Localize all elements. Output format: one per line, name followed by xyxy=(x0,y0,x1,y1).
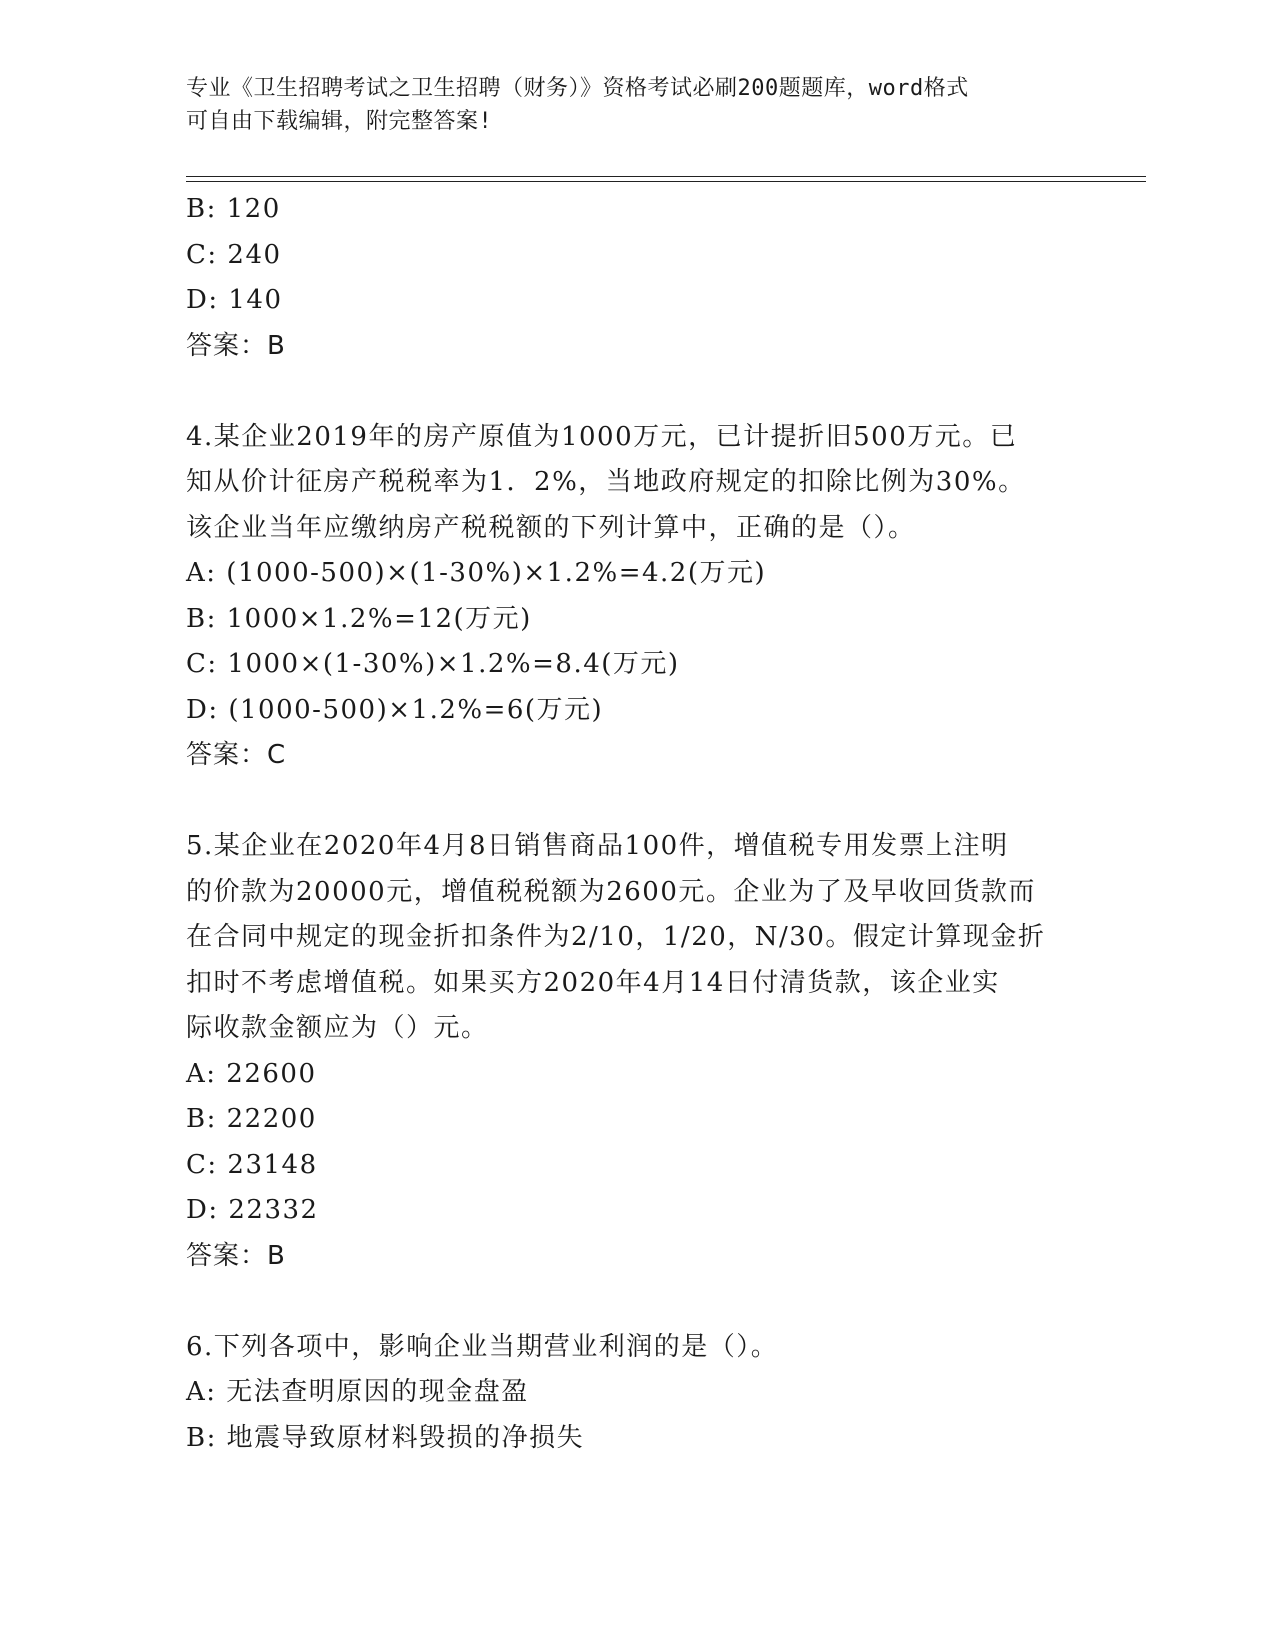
question-stem-line: 的价款为20000元，增值税税额为2600元。企业为了及早收回货款而 xyxy=(186,876,1036,907)
header-line-2: 可自由下载编辑，附完整答案! xyxy=(186,109,493,134)
header-rule-top xyxy=(186,176,1146,177)
option-d: D: 22332 xyxy=(186,1195,319,1225)
answer-line: 答案：B xyxy=(186,330,286,361)
question-stem-line: 扣时不考虑增值税。如果买方2020年4月14日付清货款，该企业实 xyxy=(186,967,1000,998)
question-list xyxy=(186,187,1086,1461)
question-stem-line: 5.某企业在2020年4月8日销售商品100件，增值税专用发票上注明 xyxy=(186,831,1009,861)
question-stem-line: 在合同中规定的现金折扣条件为2/10，1/20，N/30。假定计算现金折 xyxy=(186,922,1046,952)
question-stem-line: 际收款金额应为（）元。 xyxy=(186,1013,489,1043)
question-stem-line: 该企业当年应缴纳房产税税额的下列计算中，正确的是（）。 xyxy=(186,512,916,543)
question-4 xyxy=(186,415,1086,779)
document-header xyxy=(186,72,1066,138)
option-c: C: 1000×(1-30%)×1.2%=8.4(万元) xyxy=(186,649,680,679)
option-b: B: 地震导致原材料毁损的净损失 xyxy=(186,1422,585,1453)
option-b: B: 1000×1.2%=12(万元) xyxy=(186,603,532,634)
answer-line: 答案：C xyxy=(186,740,287,770)
option-d: D: 140 xyxy=(186,285,283,315)
option-a: A: (1000-500)×(1-30%)×1.2%=4.2(万元) xyxy=(186,558,767,588)
question-3 xyxy=(186,187,1086,369)
question-6 xyxy=(186,1325,1086,1462)
spacer xyxy=(186,1279,1086,1325)
question-stem-line: 4.某企业2019年的房产原值为1000万元，已计提折旧500万元。已 xyxy=(186,421,1018,452)
spacer xyxy=(186,369,1086,415)
header-rule-bottom xyxy=(186,181,1146,182)
option-b: B: 22200 xyxy=(186,1104,317,1134)
question-5 xyxy=(186,824,1086,1279)
answer-line: 答案：B xyxy=(186,1240,286,1271)
spacer xyxy=(186,779,1086,825)
option-c: C: 23148 xyxy=(186,1149,318,1180)
header-line-1: 专业《卫生招聘考试之卫生招聘（财务）》资格考试必刷200题题库，word格式 xyxy=(186,76,969,101)
question-stem-line: 知从价计征房产税税率为1．2%，当地政府规定的扣除比例为30%。 xyxy=(186,467,1026,497)
question-stem-line: 6.下列各项中，影响企业当期营业利润的是（）。 xyxy=(186,1331,779,1362)
option-c: C: 240 xyxy=(186,239,282,270)
option-b: B: 120 xyxy=(186,194,281,224)
option-a: A: 22600 xyxy=(186,1058,317,1089)
option-d: D: (1000-500)×1.2%=6(万元) xyxy=(186,694,604,725)
option-a: A: 无法查明原因的现金盘盈 xyxy=(186,1377,529,1407)
